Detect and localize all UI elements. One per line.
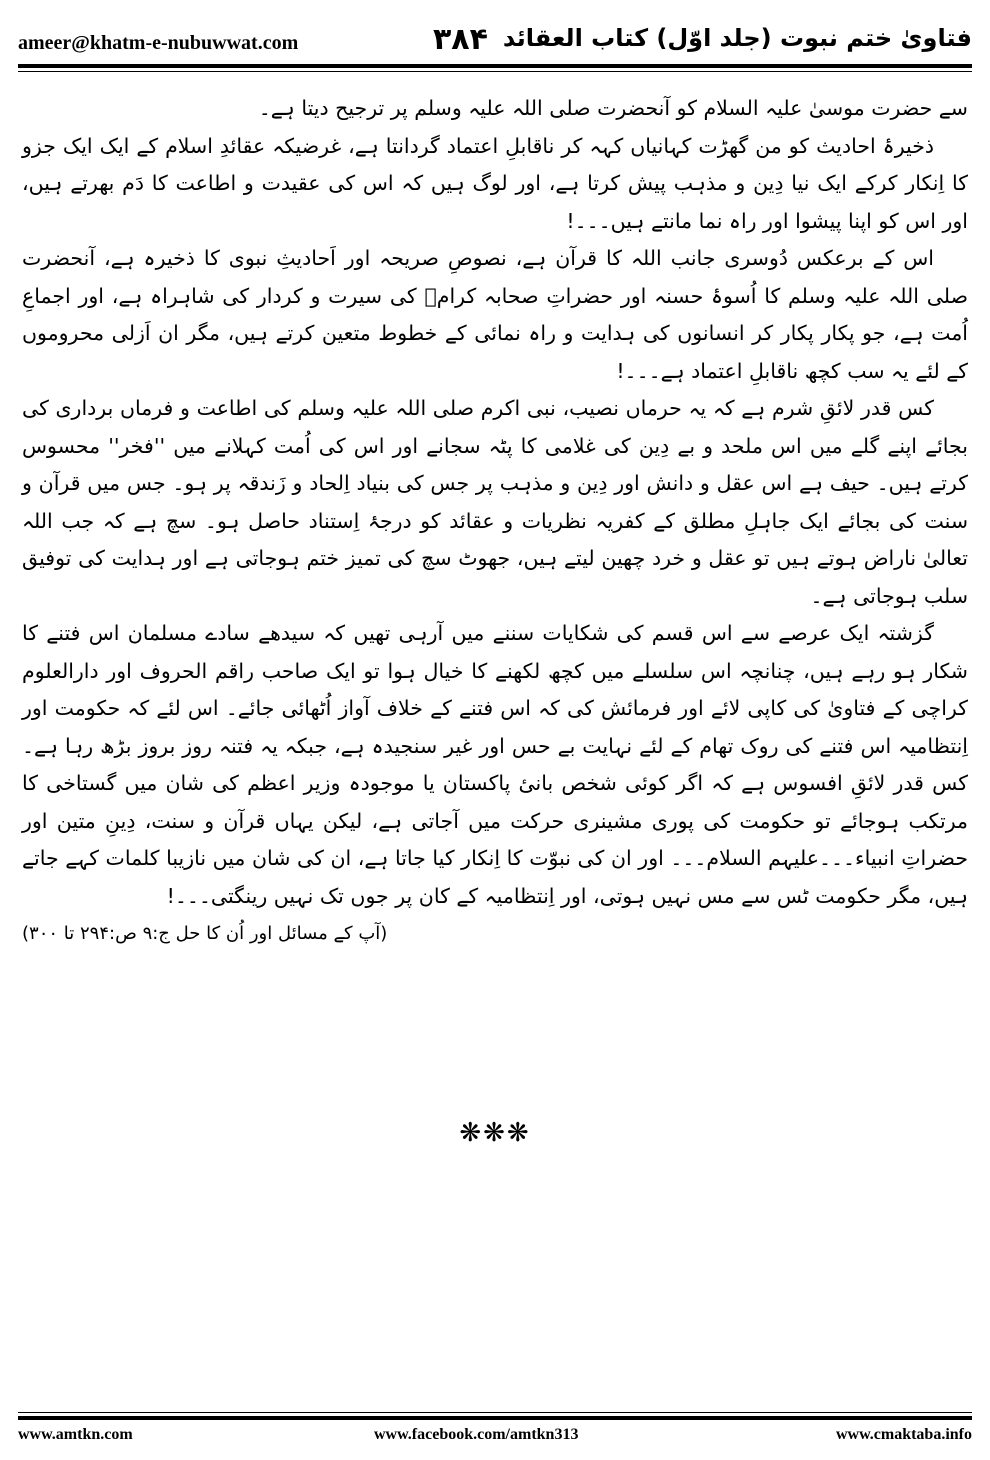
citation: (آپ کے مسائل اور اُن کا حل ج:۹ ص:۲۹۴ تا ۳۰۰) — [22, 923, 388, 944]
paragraph-3: اس کے برعکس دُوسری جانب اللہ کا قرآن ہے، نصوصِ صریحہ اور اَحادیثِ نبوی کا ذخیرہ ہے، آنحضرت صلی اللہ علیہ وسلم کا اُسوۂ حسنہ اور حضراتِ صحابہ کرامؓ کی سیرت و کردار کی شاہراہ ہے، اور اجماعِ اُمت ہے، جو پکار پکار کر انسانوں کی ہدایت و راہ نمائی کے خطوط متعین کرتے ہیں، مگر ان اَزلی محروموں کے لئے یہ سب کچھ ناقابلِ اعتماد ہے۔۔۔! — [22, 246, 968, 383]
header-rule-thick — [18, 64, 972, 68]
paragraph-4: کس قدر لائقِ شرم ہے کہ یہ حرماں نصیب، نبی اکرم صلی اللہ علیہ وسلم کی اطاعت و فرماں برداری کی بجائے اپنے گلے میں اس ملحد و بے دِین کی غلامی کا پٹہ سجانے اور اس کی اُمت کہلانے میں ''فخر'' محسوس کرتے ہیں۔ حیف ہے اس عقل و دانش اور دِین و مذہب پر جس کی بنیاد اِلحاد و زَندقہ پر ہو۔ جس میں قرآن و سنت کی بجائے ایک جاہلِ مطلق کے کفریہ نظریات و عقائد کو درجۂ اِستناد حاصل ہو۔ سچ ہے کہ جب اللہ تعالیٰ ناراض ہوتے ہیں تو عقل و خرد چھین لیتے ہیں، جھوٹ سچ کی تمیز ختم ہوجاتی ہے اور ہدایت کی توفیق سلب ہوجاتی ہے۔ — [22, 396, 968, 608]
body-text — [22, 90, 968, 953]
page-footer — [18, 1426, 972, 1450]
footer-rule-thick — [18, 1416, 972, 1420]
header-rule-thin — [18, 71, 972, 72]
paragraph-1: سے حضرت موسیٰ علیہ السلام کو آنحضرت صلی اللہ علیہ وسلم پر ترجیح دیتا ہے۔ — [258, 96, 968, 120]
book-title: فتاویٰ ختم نبوت (جلد اوّل) کتاب العقائد — [502, 24, 972, 52]
section-separator: ❋❋❋ — [459, 1118, 531, 1148]
page-number: ۳۸۴ — [433, 22, 488, 57]
paragraph-2: ذخیرۂ احادیث کو من گھڑت کہانیاں کہہ کر ناقابلِ اعتماد گردانتا ہے، غرضیکہ عقائدِ اسلام کے ایک ایک جزو کا اِنکار کرکے ایک نیا دِین و مذہب پیش کرتا ہے، اور لوگ ہیں کہ اس کی عقیدت و اطاعت کا دَم بھرتے ہیں، اور اس کو اپنا پیشوا اور راہ نما مانتے ہیں۔۔۔! — [22, 133, 968, 233]
footer-link-amtkn[interactable]: www.amtkn.com — [18, 1426, 133, 1443]
page-header — [18, 18, 972, 62]
header-email[interactable]: ameer@khatm-e-nubuwwat.com — [18, 32, 299, 54]
footer-rule-thin — [18, 1412, 972, 1413]
paragraph-5 — [22, 615, 968, 944]
footer-link-facebook[interactable]: www.facebook.com/amtkn313 — [374, 1426, 579, 1443]
footer-link-cmaktaba[interactable]: www.cmaktaba.info — [835, 1426, 972, 1443]
paragraph-5-text: گزشتہ ایک عرصے سے اس قسم کی شکایات سننے میں آرہی تھیں کہ سیدھے سادے مسلمان اس فتنے کا شکار ہو رہے ہیں، چنانچہ اس سلسلے میں کچھ لکھنے کا خیال ہوا تو ایک صاحب راقم الحروف اور دارالعلوم کراچی کے فتاویٰ کی کاپی لائے اور فرمائش کی کہ اس فتنے کے خلاف آواز اُٹھائی جائے۔ اس لئے کہ حکومت اور اِنتظامیہ اس فتنے کی روک تھام کے لئے نہایت بے حس اور غیر سنجیدہ ہے، جبکہ یہ فتنہ روز بروز بڑھ رہا ہے۔ کس قدر لائقِ افسوس ہے کہ اگر کوئی شخص بانیٔ پاکستان یا موجودہ وزیر اعظم کی شان میں گستاخی کا مرتکب ہوجائے تو حکومت کی پوری مشینری حرکت میں آجاتی ہے، لیکن یہاں قرآن و سنت، دِینِ متین اور حضراتِ انبیاء۔۔۔علیہم السلام۔۔۔ اور ان کی نبوّت کا اِنکار کیا جاتا ہے، ان کی شان میں نازیبا کلمات کہے جاتے ہیں، مگر حکومت ٹس سے مس نہیں ہوتی، اور اِنتظامیہ کے کان پر جوں تک نہیں رینگتی۔۔۔! — [22, 621, 968, 908]
